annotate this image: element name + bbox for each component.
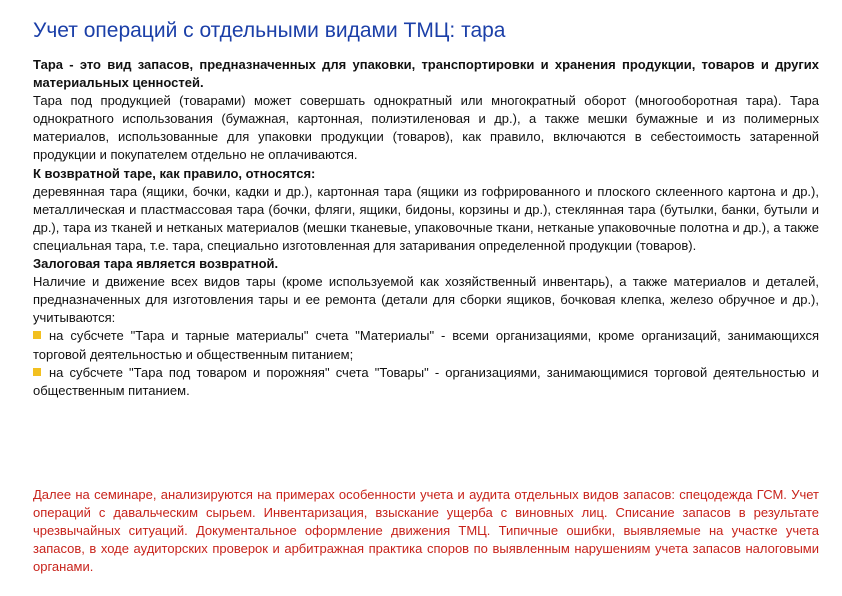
square-bullet-icon <box>33 331 41 339</box>
deposit-heading: Залоговая тара является возвратной. <box>33 256 279 272</box>
bullet-text: на субсчете "Тара под товаром и порожняя" счета "Товары" - организациями, занимающимися торговой деятельностью и общественным питанием. <box>33 364 819 398</box>
list-item <box>33 327 819 363</box>
page-title: Учет операций с отдельными видами ТМЦ: тара <box>33 19 506 42</box>
turnover-paragraph: Тара под продукцией (товарами) может совершать однократный или многократный оборот (многооборотная тара). Тара однократного использования (бумажная, картонная, полиэтиленовая и др.), а также мешки бумажные и из полимерных материалов, использованные для упаковки продукции (товаров), как правило, включаются в себестоимость затаренной продукции и покупателем отдельно не оплачиваются. <box>33 93 819 163</box>
bullet-text: на субсчете "Тара и тарные материалы" счета "Материалы" - всеми организациями, кроме организаций, занимающихся торговой деятельностью и общественным питанием; <box>33 328 819 362</box>
returnable-heading: К возвратной таре, как правило, относятся: <box>33 165 316 181</box>
accounting-intro-paragraph: Наличие и движение всех видов тары (кроме используемой как хозяйственный инвентарь), а также материалов и деталей, предназначенных для изготовления тары и ее ремонта (детали для сборки ящиков, бочковая клепка, железо обручное и др.), учитываются: <box>33 274 819 326</box>
definition-paragraph: Тара - это вид запасов, предназначенных для упаковки, транспортировки и хранения продукции, товаров и других материальных ценностей. <box>33 57 819 91</box>
returnable-list-paragraph: деревянная тара (ящики, бочки, кадки и др.), картонная тара (ящики из гофрированного и плоского склеенного картона и др.), металлическая и пластмассовая тара (бочки, фляги, ящики, бидоны, корзины и др.), стеклянная тара (бутылки, банки, бутыли и др.), тара из тканей и нетканых материалов (мешки тканевые, упаковочные ткани, нетканые упаковочные полотна и др.), а также специальная тара, т.е. тара, специально изготовленная для затаривания определенной продукции (товаров). <box>33 183 819 253</box>
list-item <box>33 364 819 400</box>
seminar-note: Далее на семинаре, анализируются на примерах особенности учета и аудита отдельных видов запасов: спецодежда ГСМ. Учет операций с давальческим сырьем. Инвентаризация, взыскание ущерба с виновных лиц. Списание запасов в результате чрезвычайных ситуаций. Документальное оформление движения ТМЦ. Типичные ошибки, выявляемые на участке учета запасов, в ходе аудиторских проверок и арбитражная практика споров по выявленным нарушениям учета запасов налоговыми органами. <box>33 487 819 575</box>
main-content <box>33 56 819 400</box>
square-bullet-icon <box>33 368 41 376</box>
